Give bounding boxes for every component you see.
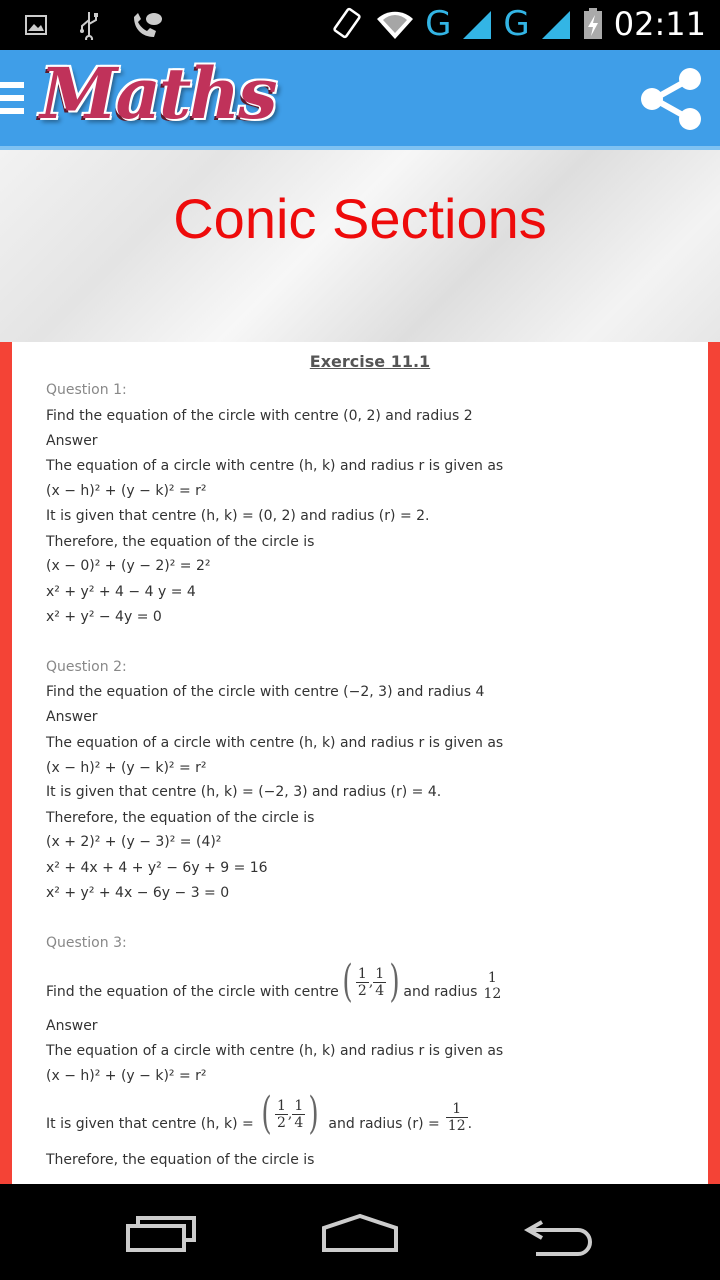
answer-line: (x − 0)² + (y − 2)² = 2² (46, 558, 211, 574)
answer-line: x² + 4x + 4 + y² − 6y + 9 = 16 (46, 860, 268, 876)
network-type-1: G (425, 4, 452, 44)
question-text-part: and radius (403, 984, 478, 1000)
navigation-bar (0, 1184, 720, 1280)
network-type-2: G (503, 4, 530, 44)
topic-banner (0, 150, 720, 342)
frac-denominator: 4 (294, 1114, 304, 1131)
image-notification-icon (24, 13, 48, 37)
answer-text-part: It is given that centre (h, k) = (46, 1116, 254, 1132)
frac-denominator: 12 (483, 986, 502, 1002)
frac-numerator: 1 (276, 1097, 286, 1114)
answer-line: (x − h)² + (y − k)² = r² (46, 1068, 207, 1084)
answer-line (46, 1088, 473, 1139)
answer-line: (x + 2)² + (y − 3)² = (4)² (46, 834, 222, 850)
topic-title: Conic Sections (173, 187, 547, 250)
centre-fraction: ( $\frac{1}{2}$ , $\frac{1}{4}$ ) (261, 1088, 319, 1139)
exercise-title: Exercise 11.1 (309, 352, 431, 371)
back-icon[interactable] (522, 1216, 598, 1256)
answer-line: Therefore, the equation of the circle is (46, 1152, 315, 1168)
answer-line: The equation of a circle with centre (h, k) and radius r is given as (46, 458, 504, 474)
wifi-icon (375, 7, 415, 41)
frac-numerator: 1 (357, 965, 367, 982)
frac-numerator: 1 (375, 965, 385, 982)
menu-icon[interactable] (0, 82, 24, 121)
question-text: Find the equation of the circle with centre (−2, 3) and radius 4 (46, 684, 485, 700)
content-page[interactable] (12, 342, 708, 1184)
answer-line: (x − h)² + (y − k)² = r² (46, 483, 207, 499)
question-text-part: Find the equation of the circle with centre (46, 984, 339, 1000)
app-bar (0, 50, 720, 146)
content-frame (0, 342, 720, 1184)
answer-label: Answer (46, 1018, 98, 1034)
answer-line: x² + y² + 4 − 4 y = 4 (46, 584, 196, 600)
question-text (46, 956, 503, 1007)
answer-line: It is given that centre (h, k) = (−2, 3) and radius (r) = 4. (46, 784, 442, 800)
usb-icon (78, 10, 100, 40)
radius-fraction (446, 1101, 468, 1134)
share-icon[interactable] (636, 64, 706, 134)
answer-line: The equation of a circle with centre (h, k) and radius r is given as (46, 1043, 504, 1059)
question-text: Find the equation of the circle with centre (0, 2) and radius 2 (46, 408, 473, 424)
signal-icon-2 (540, 7, 572, 41)
question-label: Question 1: (46, 382, 127, 398)
frac-denominator: 2 (276, 1114, 286, 1131)
answer-label: Answer (46, 433, 98, 449)
radius-fraction (481, 970, 503, 1002)
answer-line: x² + y² + 4x − 6y − 3 = 0 (46, 885, 230, 901)
answer-text-part: . (467, 1116, 473, 1132)
recent-apps-icon[interactable] (124, 1214, 200, 1254)
answer-text-part: and radius (r) = (328, 1116, 440, 1132)
answer-label: Answer (46, 709, 98, 725)
clock: 02:11 (613, 5, 706, 43)
app-logo: Maths (40, 52, 276, 135)
answer-line: Therefore, the equation of the circle is (46, 810, 315, 826)
frac-numerator: 1 (446, 1101, 468, 1118)
answer-line: It is given that centre (h, k) = (0, 2) and radius (r) = 2. (46, 508, 430, 524)
centre-fraction: ( $\frac{1}{2}$ , $\frac{1}{4}$ ) (342, 956, 400, 1007)
frac-numerator: 1 (487, 970, 497, 986)
call-icon (130, 11, 164, 39)
battery-charging-icon (582, 7, 604, 41)
question-label: Question 2: (46, 659, 127, 675)
frac-denominator: 4 (375, 982, 385, 999)
home-icon[interactable] (320, 1212, 400, 1256)
answer-line: x² + y² − 4y = 0 (46, 609, 162, 625)
signal-icon-1 (461, 7, 493, 41)
answer-line: Therefore, the equation of the circle is (46, 534, 315, 550)
rotate-icon (331, 7, 365, 41)
frac-denominator: 2 (357, 982, 367, 999)
frac-numerator: 1 (294, 1097, 304, 1114)
answer-line: (x − h)² + (y − k)² = r² (46, 760, 207, 776)
status-bar (0, 0, 720, 50)
answer-line: The equation of a circle with centre (h, k) and radius r is given as (46, 735, 504, 751)
frac-denominator: 12 (447, 1118, 466, 1134)
question-label: Question 3: (46, 935, 127, 951)
